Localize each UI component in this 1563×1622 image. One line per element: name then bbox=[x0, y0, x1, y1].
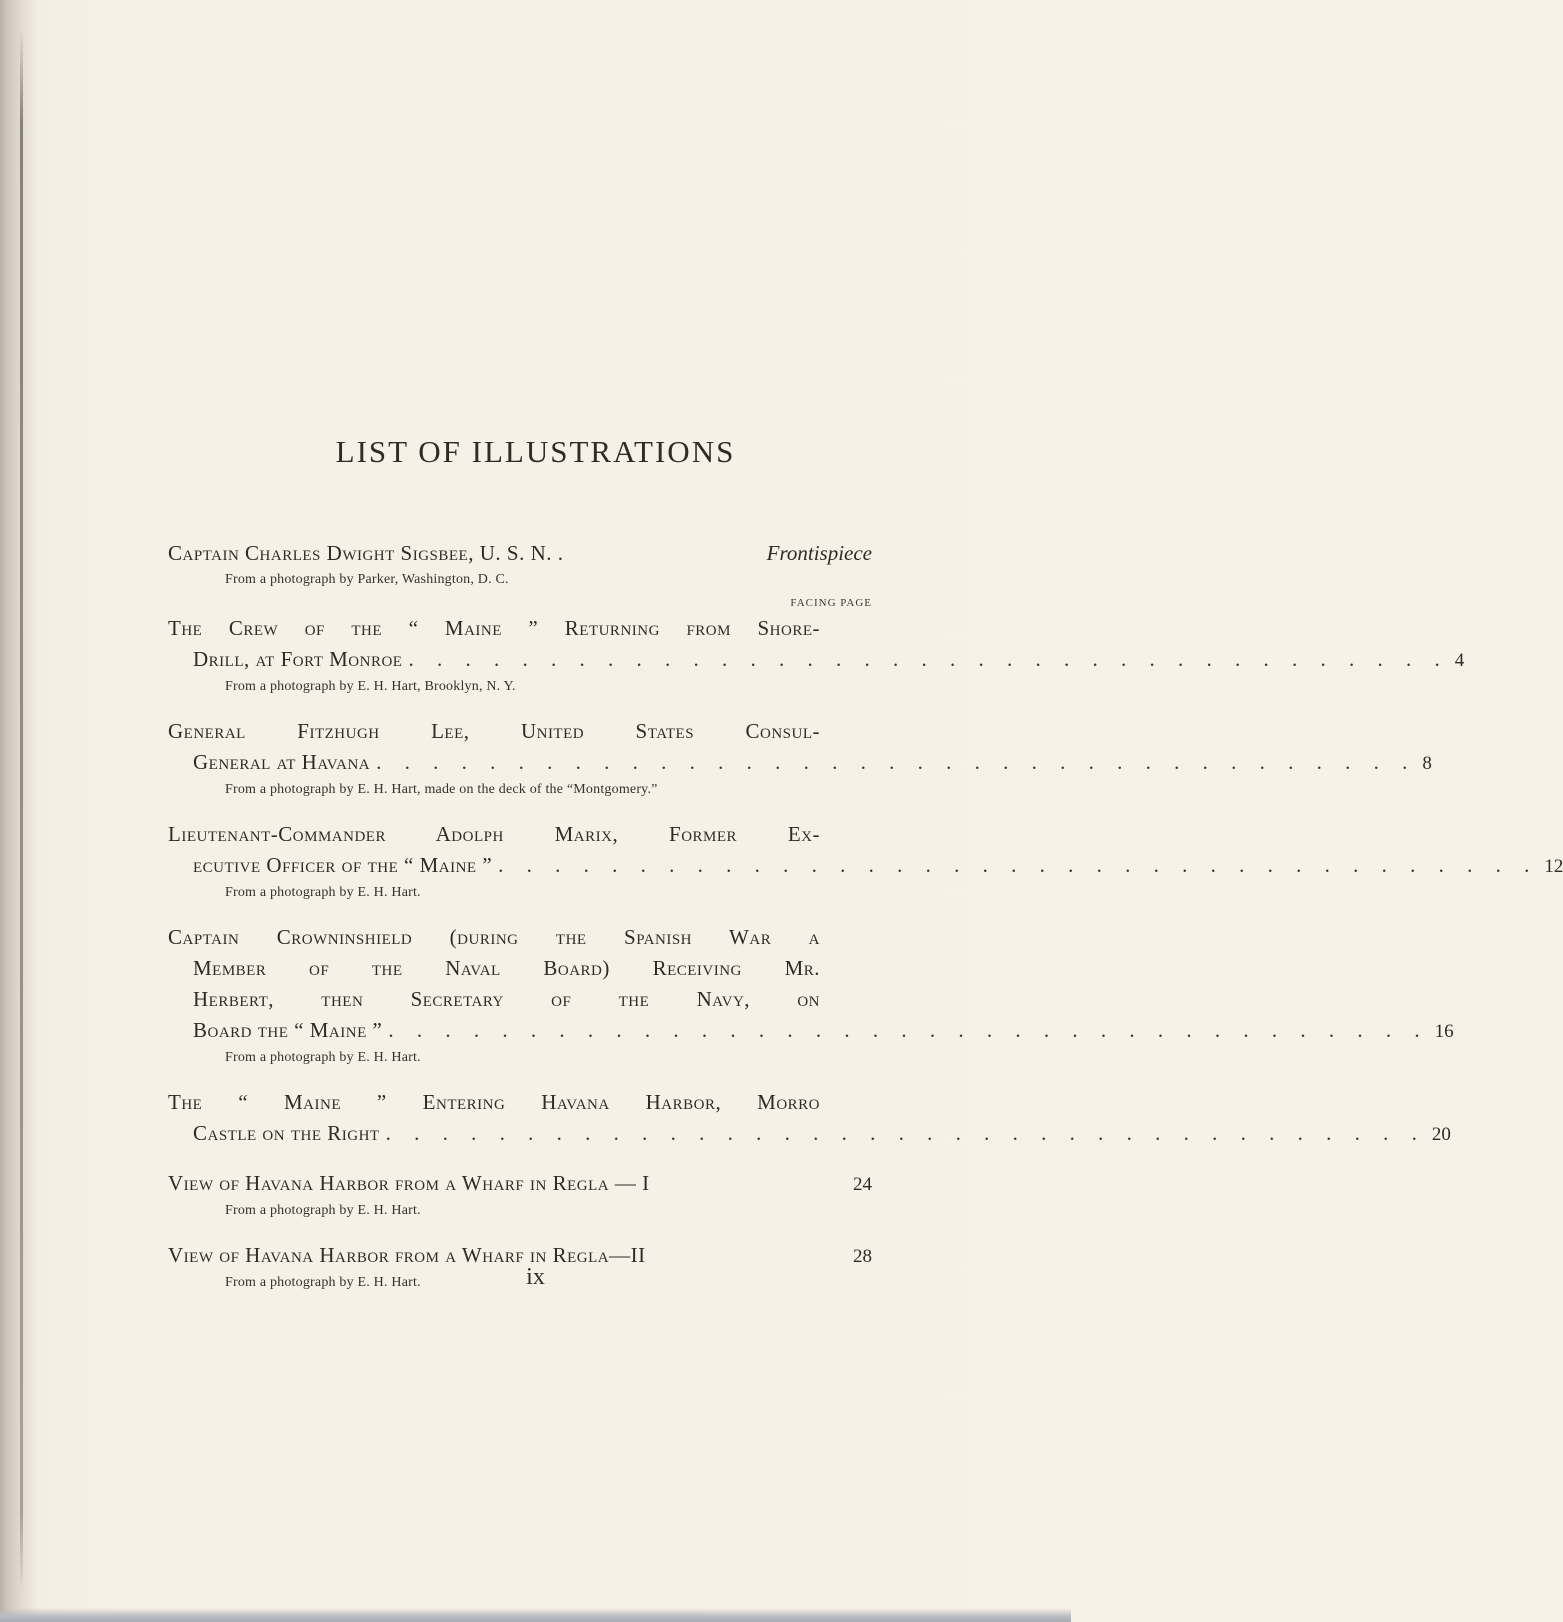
entry-credit: From a photograph by E. H. Hart. bbox=[225, 885, 421, 900]
entry-page: 24 bbox=[853, 1174, 872, 1195]
entry-credit: From a photograph by Parker, Washington, D. C. bbox=[225, 572, 509, 587]
entry-line bbox=[168, 1015, 1454, 1047]
entry-line bbox=[168, 1087, 872, 1118]
entry-page: 28 bbox=[853, 1246, 872, 1267]
entry-page: Frontispiece bbox=[766, 541, 872, 565]
dot-leader: . . . . . . . . . . . . . . . . . . . . . . . . . . . . . . . . . . . . . bbox=[376, 750, 1417, 774]
list-item bbox=[168, 1168, 872, 1222]
entry-caption: Lieutenant-Commander Adolph Marix, Former Ex- bbox=[168, 822, 820, 846]
entry-credit: From a photograph by E. H. Hart. bbox=[225, 1275, 421, 1290]
list-item bbox=[168, 716, 1432, 801]
entry-caption: Captain Crowninshield (during the Spanish War a bbox=[168, 925, 820, 949]
entry-caption: The “ Maine ” Entering Havana Harbor, Morro bbox=[168, 1090, 820, 1114]
entry-line bbox=[168, 716, 872, 747]
entry-line bbox=[168, 644, 1465, 676]
entry-caption: View of Havana Harbor from a Wharf in Regla — I bbox=[168, 1171, 650, 1195]
list-item bbox=[168, 1087, 1451, 1150]
dot-leader: . . . . . . . . . . . . . . . . . . . . . . . . . . . . . . . . . . . . . bbox=[385, 1121, 1426, 1145]
entry-caption: Board the “ Maine ” bbox=[193, 1018, 383, 1042]
entry-page: 12 bbox=[1544, 856, 1563, 877]
entry-page: 16 bbox=[1434, 1021, 1454, 1042]
dot-leader: . . . . . . . . . . . . . . . . . . . . . . . . . . . . . . . . . . . . . bbox=[498, 853, 1539, 877]
entry-credit: From a photograph by E. H. Hart, Brooklyn, N. Y. bbox=[225, 679, 516, 694]
entry-line bbox=[168, 747, 1432, 779]
entry-caption: General Fitzhugh Lee, United States Consul- bbox=[168, 719, 820, 743]
entry-line bbox=[168, 613, 872, 644]
entry-caption: Captain Charles Dwight Sigsbee, U. S. N. . bbox=[168, 541, 564, 565]
entry-page: 4 bbox=[1454, 650, 1465, 671]
dot-leader: . . . . . . . . . . . . . . . . . . . . . . . . . . . . . . . . . . . . . bbox=[388, 1018, 1429, 1042]
facing-page-header: FACING PAGE bbox=[790, 597, 872, 609]
entry-line bbox=[168, 953, 872, 984]
entry-caption: Herbert, then Secretary of the Navy, on bbox=[193, 987, 820, 1011]
entry-caption: ecutive Officer of the “ Maine ” bbox=[193, 853, 493, 877]
entry-page: 8 bbox=[1422, 753, 1432, 774]
gutter-shadow-line bbox=[20, 30, 23, 1590]
list-item bbox=[168, 922, 1454, 1069]
illustrations-list bbox=[168, 538, 1563, 1312]
entry-caption: The Crew of the “ Maine ” Returning from Shore- bbox=[168, 616, 820, 640]
page-number-folio: ix bbox=[526, 1264, 545, 1290]
entry-caption: Castle on the Right bbox=[193, 1121, 380, 1145]
entry-credit: From a photograph by E. H. Hart. bbox=[225, 1203, 421, 1218]
entry-caption: View of Havana Harbor from a Wharf in Regla—II bbox=[168, 1243, 646, 1267]
entry-line bbox=[168, 538, 872, 569]
list-item bbox=[168, 613, 1465, 698]
entry-credit: From a photograph by E. H. Hart, made on the deck of the “Montgomery.” bbox=[225, 782, 658, 797]
page-bottom-edge bbox=[0, 1608, 1071, 1622]
entry-line bbox=[168, 1118, 1451, 1150]
dot-leader: . . . . . . . . . . . . . . . . . . . . . . . . . . . . . . . . . . . . . bbox=[408, 647, 1449, 671]
entry-caption: Drill, at Fort Monroe bbox=[193, 647, 403, 671]
list-item bbox=[168, 538, 872, 591]
entry-line bbox=[168, 1168, 872, 1200]
entry-line bbox=[168, 819, 872, 850]
page-title: LIST OF ILLUSTRATIONS bbox=[335, 434, 736, 469]
entry-line bbox=[168, 850, 1563, 882]
entry-caption: General at Havana bbox=[193, 750, 371, 774]
entry-page: 20 bbox=[1431, 1124, 1451, 1145]
list-item bbox=[168, 819, 1563, 904]
book-gutter bbox=[0, 0, 34, 1622]
entry-line bbox=[168, 984, 872, 1015]
entry-caption: Member of the Naval Board) Receiving Mr. bbox=[193, 956, 820, 980]
entry-line bbox=[168, 922, 872, 953]
entry-credit: From a photograph by E. H. Hart. bbox=[225, 1050, 421, 1065]
